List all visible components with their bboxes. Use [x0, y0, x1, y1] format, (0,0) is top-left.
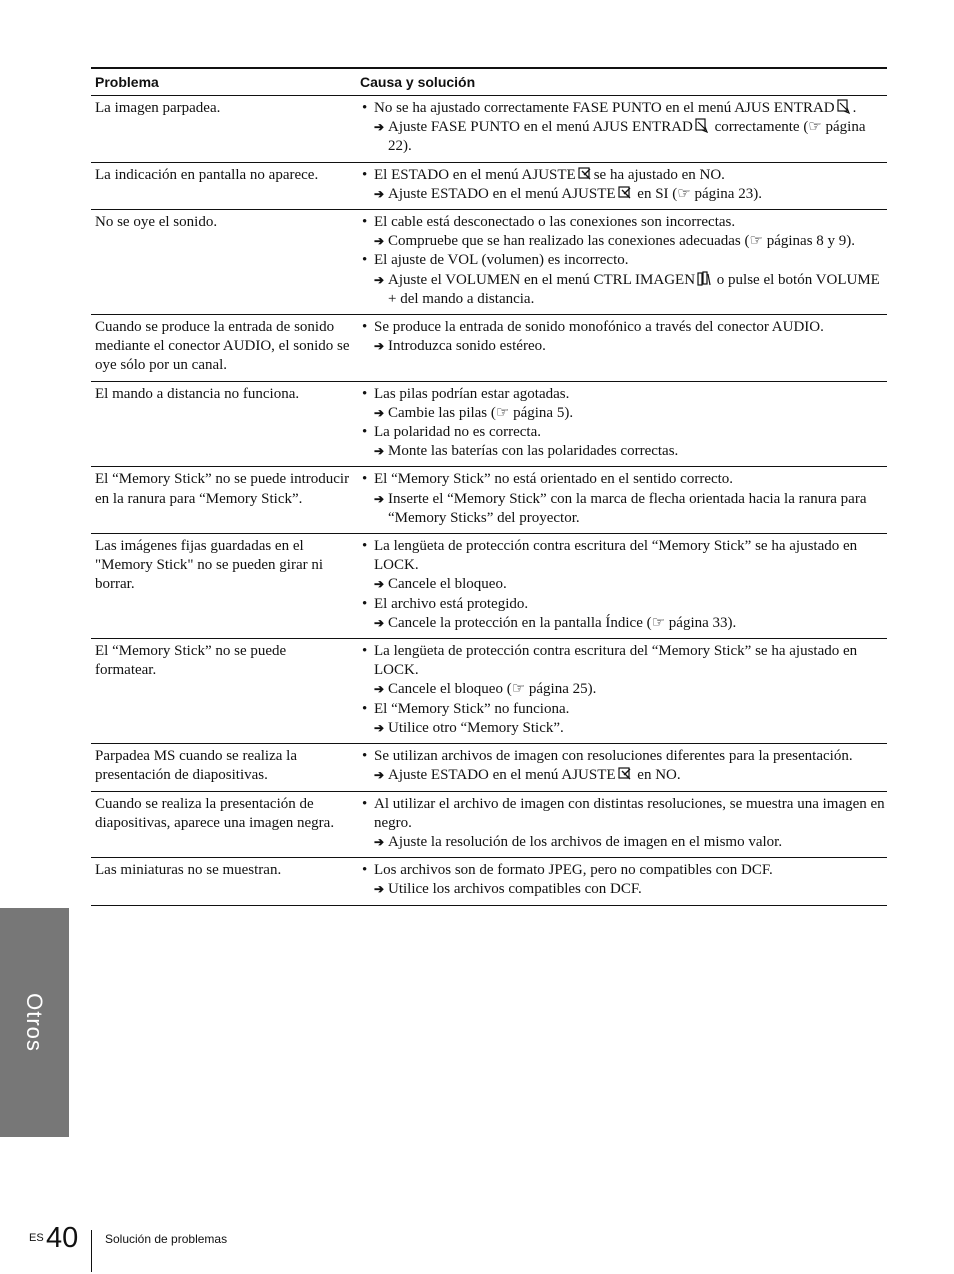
table-row: [91, 382, 887, 468]
bullet: •: [362, 252, 368, 269]
bullet: •: [362, 424, 368, 441]
solution-text: Ajuste el VOLUMEN en el menú CTRL IMAGEN: [388, 271, 696, 288]
cause-cell: [356, 642, 887, 738]
cause-item: [360, 385, 887, 404]
cause-item: [360, 795, 887, 833]
bullet: •: [362, 643, 368, 660]
bullet: •: [362, 748, 368, 765]
cause-cell: [356, 795, 887, 853]
table-row: [91, 639, 887, 744]
solution-text: Cambie las pilas (☞ página 5).: [388, 404, 574, 421]
cause-item: [360, 537, 887, 575]
solution-item: [360, 833, 887, 852]
solution-text: Monte las baterías con las polaridades correctas.: [388, 443, 679, 460]
bullet: •: [362, 319, 368, 336]
bullet: •: [362, 100, 368, 116]
bullet: •: [362, 538, 368, 555]
table-row: [91, 96, 887, 163]
problem-cell: El “Memory Stick” no se puede introducir en la ranura para “Memory Stick”.: [95, 471, 350, 507]
table-row: [91, 210, 887, 315]
solution-suffix: en SI (☞ página 23).: [637, 185, 762, 202]
bullet: •: [362, 166, 368, 183]
arrow-icon: ➔: [374, 234, 385, 249]
cause-cell: [356, 747, 887, 785]
bullet: •: [362, 214, 368, 231]
section-tab-label: Otros: [22, 993, 48, 1052]
solution-item: [360, 766, 887, 785]
solution-item: [360, 337, 887, 356]
cause-text: La lengüeta de protección contra escritura del “Memory Stick” se ha ajustado en LOCK.: [374, 538, 858, 574]
problem-cell: Cuando se produce la entrada de sonido mediante el conector AUDIO, el sonido se oye sólo por un canal.: [95, 319, 350, 374]
cause-text: El ajuste de VOL (volumen) es incorrecto.: [374, 252, 629, 269]
solution-text: Compruebe que se han realizado las conexiones adecuadas (☞ páginas 8 y 9).: [388, 233, 856, 250]
solution-text: Cancele el bloqueo.: [388, 576, 507, 593]
arrow-icon: ➔: [374, 577, 385, 592]
cause-suffix: se ha ajustado en NO.: [593, 166, 725, 183]
footer-section-title: Solución de problemas: [105, 1232, 228, 1246]
setting-menu-icon: [618, 185, 632, 200]
problem-cell: Cuando se realiza la presentación de diapositivas, aparece una imagen negra.: [95, 795, 335, 831]
cause-item: [360, 861, 887, 880]
solution-item: [360, 442, 887, 461]
solution-text: Ajuste la resolución de los archivos de imagen en el mismo valor.: [388, 833, 783, 850]
solution-item: [360, 185, 887, 204]
table-row: [91, 792, 887, 859]
cause-item: [360, 747, 887, 766]
table-row: [91, 858, 887, 905]
solution-text: Ajuste ESTADO en el menú AJUSTE: [388, 185, 616, 202]
arrow-icon: ➔: [374, 768, 385, 783]
table-body: [91, 96, 887, 906]
table-row: [91, 534, 887, 639]
arrow-icon: ➔: [374, 444, 385, 459]
table-row: [91, 744, 887, 791]
table-row: [91, 163, 887, 210]
problem-cell: No se oye el sonido.: [95, 214, 218, 231]
table-row: [91, 467, 887, 534]
cause-cell: [356, 385, 887, 462]
cause-text: El “Memory Stick” no está orientado en el sentido correcto.: [374, 471, 734, 488]
solution-item: [360, 880, 887, 899]
solution-item: [360, 719, 887, 738]
arrow-icon: ➔: [374, 882, 385, 897]
arrow-icon: ➔: [374, 720, 385, 735]
arrow-icon: ➔: [374, 682, 385, 697]
problem-cell: Las imágenes fijas guardadas en el "Memory Stick" no se pueden girar ni borrar.: [95, 538, 324, 593]
cause-item: [360, 700, 887, 719]
solution-text: Cancele el bloqueo (☞ página 25).: [388, 681, 597, 698]
solution-text: Utilice los archivos compatibles con DCF.: [388, 881, 642, 898]
cause-text: Las pilas podrían estar agotadas.: [374, 385, 570, 402]
bullet: •: [362, 471, 368, 488]
cause-item: [360, 318, 887, 337]
arrow-icon: ➔: [374, 186, 385, 201]
problem-cell: El “Memory Stick” no se puede formatear.: [95, 643, 287, 679]
solution-item: [360, 614, 887, 633]
bullet: •: [362, 385, 368, 402]
solution-suffix: en NO.: [637, 767, 681, 784]
solution-text: Introduzca sonido estéreo.: [388, 338, 546, 355]
arrow-icon: ➔: [374, 339, 385, 354]
solution-item: [360, 232, 887, 251]
cause-text: Se utilizan archivos de imagen con resoluciones diferentes para la presentación.: [374, 748, 853, 765]
solution-item: [360, 575, 887, 594]
cause-cell: [356, 99, 887, 157]
bullet: •: [362, 862, 368, 879]
solution-text: Cancele la protección en la pantalla Índice (☞ página 33).: [388, 614, 737, 631]
troubleshooting-table: [91, 67, 887, 906]
cause-item: [360, 99, 887, 118]
arrow-icon: ➔: [374, 120, 385, 135]
cause-text: Se produce la entrada de sonido monofónico a través del conector AUDIO.: [374, 319, 824, 336]
solution-item: [360, 118, 887, 156]
cause-text: El archivo está protegido.: [374, 595, 529, 612]
solution-text: Ajuste FASE PUNTO en el menú AJUS ENTRAD: [388, 119, 693, 136]
input-menu-icon: [837, 99, 851, 114]
solution-item: [360, 404, 887, 423]
cause-cell: [356, 861, 887, 899]
page-number: 40: [46, 1222, 79, 1254]
arrow-icon: ➔: [374, 491, 385, 506]
problem-cell: La imagen parpadea.: [95, 100, 221, 116]
cause-item: [360, 166, 887, 185]
solution-text: Utilice otro “Memory Stick”.: [388, 719, 564, 736]
problem-cell: El mando a distancia no funciona.: [95, 385, 300, 402]
cause-text: Los archivos son de formato JPEG, pero no compatibles con DCF.: [374, 862, 773, 879]
problem-cell: La indicación en pantalla no aparece.: [95, 166, 319, 183]
table-header: [91, 69, 887, 96]
cause-text: La lengüeta de protección contra escritura del “Memory Stick” se ha ajustado en LOCK.: [374, 643, 858, 679]
setting-menu-icon: [578, 166, 592, 181]
cause-text: No se ha ajustado correctamente FASE PUNTO en el menú AJUS ENTRAD: [374, 100, 835, 116]
cause-text: La polaridad no es correcta.: [374, 424, 541, 441]
solution-text: Ajuste ESTADO en el menú AJUSTE: [388, 767, 616, 784]
cause-cell: [356, 318, 887, 376]
picture-ctrl-menu-icon: [697, 271, 711, 286]
bullet: •: [362, 795, 368, 812]
cause-cell: [356, 213, 887, 309]
cause-item: [360, 470, 887, 489]
problem-cell: Las miniaturas no se muestran.: [95, 862, 282, 879]
input-menu-icon: [695, 118, 709, 133]
setting-menu-icon: [618, 766, 632, 781]
arrow-icon: ➔: [374, 615, 385, 630]
solution-item: [360, 680, 887, 699]
cause-cell: [356, 537, 887, 633]
problem-cell: Parpadea MS cuando se realiza la presentación de diapositivas.: [95, 748, 297, 784]
solution-item: [360, 490, 887, 528]
arrow-icon: ➔: [374, 405, 385, 420]
footer-language: ES: [29, 1232, 44, 1244]
solution-suffix: correctamente (☞ página 22).: [388, 119, 866, 155]
cause-item: [360, 642, 887, 680]
cause-cell: [356, 166, 887, 204]
header-problem: Problema: [95, 74, 159, 90]
solution-suffix: o pulse el botón VOLUME + del mando a distancia.: [388, 271, 880, 307]
cause-text: El ESTADO en el menú AJUSTE: [374, 166, 576, 183]
cause-item: [360, 423, 887, 442]
cause-text: El cable está desconectado o las conexiones son incorrectas.: [374, 214, 736, 231]
header-cause: Causa y solución: [360, 74, 476, 90]
solution-text: Inserte el “Memory Stick” con la marca de flecha orientada hacia la ranura para “Memory Sticks” del proyector.: [388, 490, 867, 526]
cause-text: Al utilizar el archivo de imagen con distintas resoluciones, se muestra una imagen en negro.: [374, 795, 885, 831]
footer-divider: [91, 1230, 92, 1272]
cause-item: [360, 595, 887, 614]
arrow-icon: ➔: [374, 834, 385, 849]
solution-item: [360, 271, 887, 309]
cause-cell: [356, 470, 887, 528]
cause-item: [360, 251, 887, 270]
arrow-icon: ➔: [374, 272, 385, 287]
cause-item: [360, 213, 887, 232]
bullet: •: [362, 595, 368, 612]
section-tab: [0, 908, 69, 1137]
cause-text: El “Memory Stick” no funciona.: [374, 700, 570, 717]
bullet: •: [362, 700, 368, 717]
table-row: [91, 315, 887, 382]
cause-suffix: .: [852, 100, 857, 116]
